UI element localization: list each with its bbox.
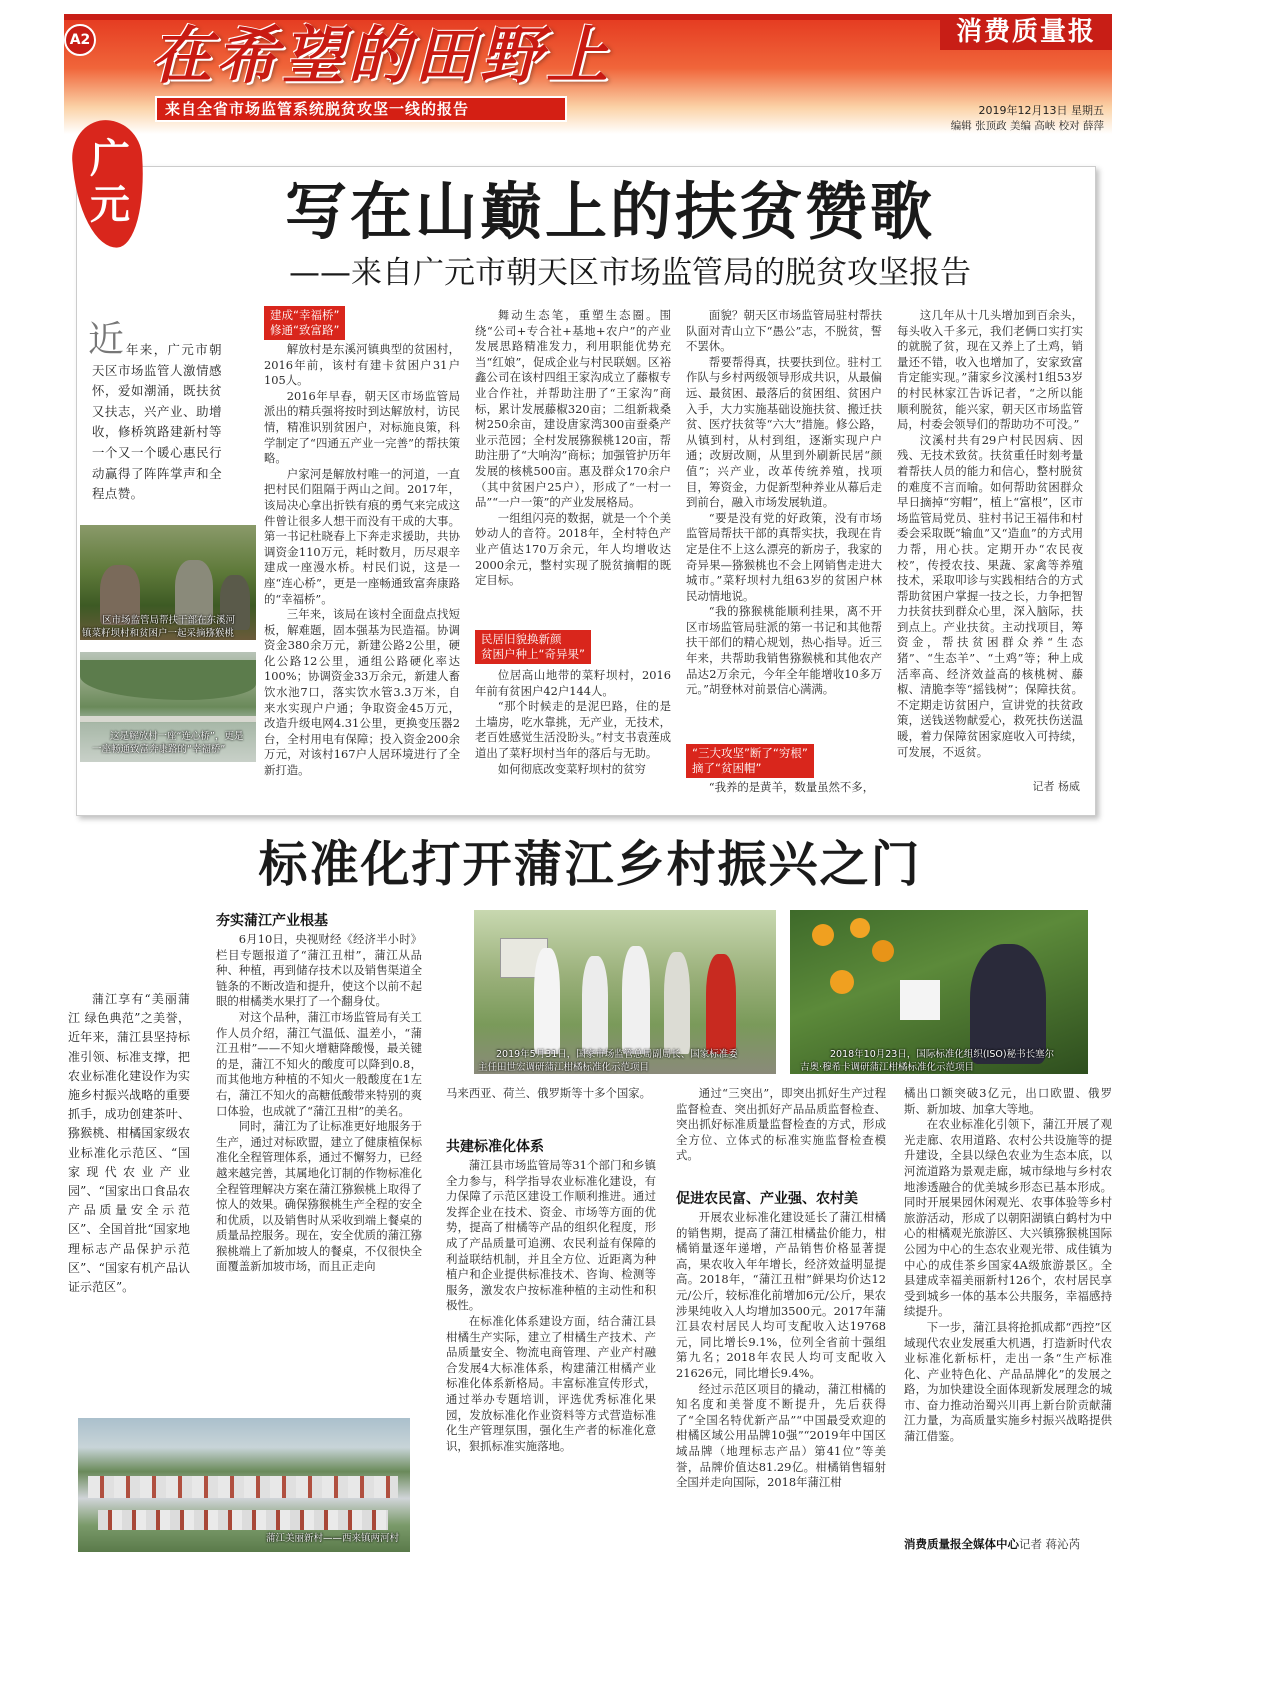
paragraph: 同时，蒲江为了让标准更好地服务于生产，通过对标欧盟，建立了健康植保标准化全程管理体系，通过不懈努力，已经越来越完善，其属地化订制的作物标准化全程管理解决方案在蒲江猕猴桃上取得了惊人的效果。确保猕猴桃生产全程的安全和优质，以及销售时从采收到端上餐桌的质量品控服务。现在，安全优质的蒲江猕猴桃端上了新加坡人的餐桌，不仅很快全面覆盖新加坡市场，而且正走向	[216, 1119, 422, 1274]
article1-column-1	[264, 342, 460, 790]
paragraph: “我的猕猴桃能顺利挂果，离不开区市场监管局驻派的第一书记和其他帮扶干部们的精心规划，热心指导。近三年来，共帮助我销售猕猴桃和其他农产品达2万余元，今年全年能增收10多万元。”胡登林对前景信心满满。	[686, 604, 882, 697]
region-name: 广元	[90, 135, 130, 228]
photo2-caption-line2: 一座畅通致富奔康路的“幸福桥”	[92, 744, 226, 755]
paragraph: 蒲江县市场监管局等31个部门和乡镇全力参与，科学指导农业标准化建设，有力保障了示范区建设工作顺利推进。通过发挥企业在技术、资金、市场等方面的优势，提高了柑橘等产品的组织化程度，形成了产品质量可追溯、农民利益有保障的利益联结机制，并且全方位、近距离为种植户和企业提供标准技术、咨询、检测等服务，激发农户按标准种植的主动性和积极性。	[446, 1158, 656, 1313]
article2-column-3	[676, 1210, 886, 1554]
paragraph: 一组组闪亮的数据，就是一个个美妙动人的音符。2018年，全村特色产业产值达170万余元，年人均增收达2000余元，整村实现了脱贫摘帽的既定目标。	[475, 510, 671, 588]
issue-date: 2019年12月13日 星期五	[978, 104, 1104, 117]
article1-column-2	[475, 308, 671, 620]
paragraph: “要是没有党的好政策，没有市场监管局帮扶干部的真帮实扶，我现在肯定是住不上这么漂亮的新房子，我家的奇异果—猕猴桃也不会上网销售走进大城市。”菜籽坝村九组63岁的贫困户林民动情地说。	[686, 510, 882, 603]
paragraph: 开展农业标准化建设延长了蒲江柑橘的销售期，提高了蒲江柑橘盐价能力，柑橘销量逐年递增，产品销售价格显著提高，果农收入年年增长，经济效益明显提高。2018年，“蒲江丑柑”鲜果均价达12元/公斤，较标准化前增加6元/公斤，果农涉果纯收入人均增加3500元。2017年蒲江县农村居民人均可支配收入达19768元，同比增长9.1%，位列全省前十强组第九名；2018年农民人均可支配收入21626元，同比增长9.4%。	[676, 1210, 886, 1380]
editor-credits: 编辑 张顶政 美编 高峡 校对 薛萍	[950, 120, 1104, 132]
section-heading-3: 促进农民富、产业强、农村美	[676, 1191, 858, 1207]
paragraph: 经过示范区项目的撬动，蒲江柑橘的知名度和美誉度不断提升，先后获得了“全国名特优新产品”“中国最受欢迎的柑橘区域公用品牌10强”“2019年中国区域品牌（地理标志产品）第41位”等美誉，品牌价值达81.29亿。柑橘销售辐射全国并走向国际，2018年蒲江柑	[676, 1381, 886, 1490]
paragraph: 位居高山地带的菜籽坝村，2016年前有贫困户42户144人。	[475, 668, 671, 698]
page-number-badge	[64, 24, 96, 56]
paragraph: “那个时候走的是泥巴路，住的是土墙房，吃水靠挑，无产业，无技术，老百姓感觉生活没盼头。”村支书袁莲成道出了菜籽坝村当年的落后与无助。	[475, 699, 671, 760]
paragraph: 如何彻底改变菜籽坝村的贫穷	[497, 761, 646, 776]
section-tag-3: “三大攻坚”断了“穷根” 摘了“贫困帽”	[686, 744, 814, 778]
photo1-caption-line1: 区市场监管局帮扶干部在东溪河	[102, 615, 236, 626]
article2-column-3-top	[676, 1086, 886, 1168]
paragraph: 在标准化体系建设方面，结合蒲江县柑橘生产实际，建立了柑橘生产技术、产品质量安全、物流电商管理、产业产村融合发展4大标准体系，构建蒲江柑橘产业标准化体系新格局。丰富标准宣传形式，通过举办专题培训，评选优秀标准化果园，发放标准化作业资料等方式营造标准化生产管理氛围，强化生产者的标准化意识，狠抓标准实施落地。	[446, 1313, 656, 1453]
header-title: 在希望的田野上	[150, 19, 613, 92]
section-tag-1: 建成“幸福桥” 修通“致富路”	[264, 306, 345, 340]
article1-column-4	[897, 308, 1083, 778]
article2-column-1	[216, 932, 422, 1378]
photo5-caption-line2: 吉奥·穆希卡调研蒲江柑橘标准化示范项目	[800, 1062, 975, 1073]
intro-dropcap: 近	[88, 319, 125, 360]
paragraph: 在农业标准化引领下，蒲江开展了观光走廊、农用道路、农村公共设施等的提升建设，全县以绿色农业为生态本底，以河流道路为景观走廊，城市绿地与乡村农地渗透融合的优美城乡形态已基本形成。同时开展果园休闲观光、农事体验等乡村旅游活动，形成了以朝阳湖镇白鹤村为中心的柑橘观光旅游区、大兴镇猕猴桃国际公园为中心的生态农业观光带、成佳镇为中心的成佳茶乡国家4A级旅游景区。全县建成幸福美丽新村126个，农村居民享受到城乡一体的基本公共服务，幸福感持续提升。	[904, 1117, 1112, 1319]
section-heading-2: 共建标准化体系	[446, 1139, 544, 1155]
photo4-caption-line2: 主任田世宏调研蒲江柑橘标准化示范项目	[478, 1062, 650, 1073]
article2-headline: 标准化打开蒲江乡村振兴之门	[258, 835, 922, 893]
paragraph: 帮要帮得真，扶要扶到位。驻村工作队与乡村两级领导形成共识，从最偏远、最贫困、最落后的贫困组、贫困户入手，大力实施基础设施扶贫、搬迁扶贫、医疗扶贫等“六大”措施。修公路，从镇到村，从村到组，逐渐实现户户通；改厨改厕，从里到外刷新民居“颜值”；兴产业，改革传统养殖，找项目，筹资金，力促新型种养业从幕后走到前台，融入市场发展轨道。	[686, 354, 882, 510]
paragraph: 2016年早春，朝天区市场监管局派出的精兵强将按时到达解放村，访民情，精准识别贫困户，对标施良策，科学制定了“四通五产业一完善”的帮扶策略。	[264, 388, 460, 466]
header-subtitle: 来自全省市场监管系统脱贫攻坚一线的报告	[165, 100, 470, 118]
paragraph: 6月10日，央视财经《经济半小时》栏目专题报道了“蒲江丑柑”，蒲江从品种、种植，再到储存技术以及销售渠道全链条的不断改造和提升，使这个以前不起眼的柑橘类水果打了一个翻身仗。	[216, 932, 422, 1009]
newspaper-name: 消费质量报	[955, 17, 1096, 47]
paragraph: 户家河是解放村唯一的河道，一直把村民们阻隔于两山之间。2017年，该局决心拿出折铁有痕的勇气来完成这件曾让很多人想干而没有干成的大事。第一书记杜晓春上下奔走求援助，共协调资金110万元，耗时数月，历尽艰辛建成一座漫水桥。村民们说，这是一座“连心桥”，更是一座畅通致富奔康路的“幸福桥”。	[264, 466, 460, 606]
paragraph: 橘出口额突破3亿元，出口欧盟、俄罗斯、新加坡、加拿大等地。	[904, 1086, 1112, 1116]
article1-column-2b	[475, 668, 671, 794]
article1-byline: 记者 杨威	[1032, 780, 1080, 793]
paragraph: 解放村是东溪河镇典型的贫困村，2016年前，该村有建卡贫困户31户105人。	[264, 342, 460, 388]
paragraph: 马来西亚、荷兰、俄罗斯等十多个国家。	[446, 1086, 652, 1100]
photo4-caption-line1: 2019年5月31日，国家市场监管总局副局长、国家标准委	[496, 1049, 738, 1060]
page-number: A2	[69, 32, 91, 48]
article1-intro: 年来，广元市朝天区市场监管人激情感怀，爱如潮涌，既扶贫又扶志，兴产业、助增收，修桥筑路建新村等一个又一个暖心惠民行动赢得了阵阵掌声和全程点赞。	[92, 342, 222, 502]
paragraph: 通过“三突出”，即突出抓好生产过程监督检查、突出抓好产品品质监督检查、突出抓好标准质量监督检查的方式，形成全方位、立体式的标准实施监督检查模式。	[676, 1086, 886, 1163]
article2-byline	[904, 1536, 1112, 1552]
photo2-caption-line1: 这是解放村一座“连心桥”，更是	[110, 731, 244, 742]
article1-column-3	[686, 308, 882, 734]
photo5-caption-line1: 2018年10月23日，国际标准化组织(ISO)秘书长塞尔	[830, 1049, 1055, 1060]
photo1-caption-line2: 镇菜籽坝村和贫困户一起采摘猕猴桃	[82, 628, 235, 639]
paragraph: 汶溪村共有29户村民因病、因残、无技术致贫。扶贫重任时刻考量着帮扶人员的能力和信心，整村脱贫的难度不言而喻。如何帮助贫困群众早日摘掉“穷帽”，植上“富根”，区市场监管局党员、驻村书记王福伟和村委会采取既“输血”又“造血”的方式用力帮，用心扶。定期开办“农民夜校”，传授农技、果蔬、家禽等养殖技术，采取叩诊与实践相结合的方式帮助贫困户掌握一技之长，力争把智力扶贫扶到群众心里，深入脑际，扶到点上。产业扶贫。主动找项目，筹资金，帮扶贫困群众养“生态猪”、“生态羊”、“土鸡”等；种上成活率高、经济效益高的核桃树、藤椒、清脆李等“摇钱树”；保障扶贫。不定期走访贫困户，宣讲党的扶贫政策，送钱送物献爱心，救死扶伤送温暖，着力保障贫困家庭收入可持续，可发展，不返贫。	[897, 432, 1083, 759]
byline-reporter: 记者 蒋沁芮	[1019, 1537, 1081, 1551]
section-heading-1: 夯实蒲江产业根基	[216, 913, 328, 929]
paragraph: 舞动生态笔，重塑生态圈。围绕“公司+专合社+基地+农户”的产业发展思路精准发力，利用职能优势充当“红娘”，促成企业与村民联姻。区裕鑫公司在该村四组王家沟成立了藤椒专业合作社，并帮助注册了“王家沟”商标，累计发展藤椒320亩；二组新栽桑树250余亩，建设唐家湾300亩蚕桑产业示范园；全村发展猕猴桃120亩，帮助注册了“大响沟”商标；加强管护历年发展的核桃500亩。惠及群众170余户（其中贫困户25户），形成了“一村一品”“一户一策”的产业发展格局。	[475, 308, 671, 510]
paragraph: “我养的是黄羊，数量虽然不多，	[708, 780, 875, 794]
article1-column-3b	[686, 780, 882, 798]
article1-headline: 写在山巅上的扶贫赞歌	[284, 175, 935, 248]
article2-column-2	[446, 1158, 656, 1554]
article2-intro: 蒲江享有“美丽蒲江 绿色典范”之美誉，近年来，蒲江县坚持标准引领、标准支撑，把农业标准化建设作为实施乡村振兴战略的重要抓手，成功创建茶叶、猕猴桃、柑橘国家级农业标准化示范区、“国家现代农业产业园”、“国家出口食品农产品质量安全示范区”、全国首批“国家地理标志产品保护示范区”、“国家有机产品认证示范区”。	[68, 992, 190, 1295]
article2-column-4	[904, 1086, 1112, 1532]
paragraph: 下一步，蒲江县将抢抓成都“西控”区域现代农业发展重大机遇，打造新时代农业标准化新标杆，走出一条“生产标准化、产业特色化、产品品牌化”的发展之路，为加快建设全面体现新发展理念的城市、奋力推动治蜀兴川再上新台阶贡献蒲江力量，为高质量实施乡村振兴战略提供蒲江借鉴。	[904, 1319, 1112, 1444]
paragraph: 三年来，该局在该村全面盘点找短板，解难题，固本强基为民造福。协调资金380余万元，新建公路2公里，硬化公路12公里，通组公路硬化率达100%；协调资金33万余元，新建人畜饮水池7口，落实饮水管3.3万米，自来水实现户户通；争取资金45万元，改造升级电网4.31公里，更换变压器2台，全村用电有保障；投入资金200余万元，对该村167户人居环境进行了全新打造。	[264, 607, 460, 778]
paragraph: 对这个品种，蒲江市场监管局有关工作人员介绍，蒲江气温低、温差小，“蒲江丑柑”——不知火增糖降酸慢，最关键的是，蒲江不知火的酸度可以降到0.8，而其他地方种植的不知火一般酸度在1左右，蒲江不知火的高糖低酸带来特别的爽口体验，也成就了“蒲江丑柑”的美名。	[216, 1009, 422, 1118]
paragraph: 这几年从十几头增加到百余头，每头收入千多元，我们老俩口实打实的就脱了贫，现在又养上了土鸡，销量还不错，收入也增加了，安家致富肯定能实现。”蒲家乡汶溪村1组53岁的村民林家江告诉记者，“之所以能顺利脱贫，能兴家，朝天区市场监管局，村委会领导们的帮助功不可没。”	[897, 308, 1083, 432]
paragraph: 面貌？朝天区市场监管局驻村帮扶队面对青山立下“愚公”志，不脱贫，誓不罢休。	[686, 308, 882, 354]
article1-subheadline: ——来自广元市朝天区市场监管局的脱贫攻坚报告	[289, 255, 971, 291]
photo3-caption: 蒲江美丽新村——西来镇两河村	[266, 1533, 400, 1544]
article2-column-2-top	[446, 1086, 656, 1120]
byline-org: 消费质量报全媒体中心	[904, 1537, 1019, 1551]
section-tag-2: 民居旧貌换新颜 贫困户种上“奇异果”	[475, 630, 591, 664]
